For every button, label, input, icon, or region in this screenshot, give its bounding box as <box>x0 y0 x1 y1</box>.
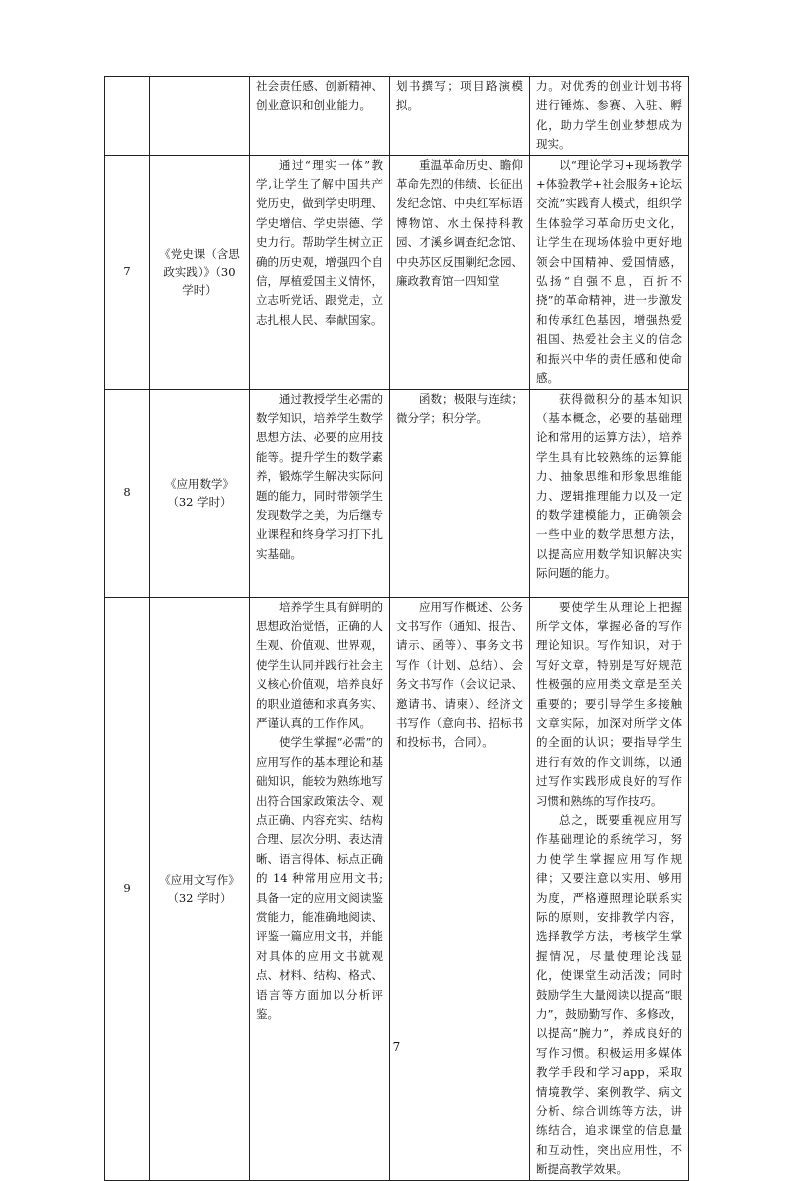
requirements-text: 以“理论学习+现场教学+体验教学+社会服务+论坛交流”实践育人模式，组织学生体验学习革命历史文化，让学生在现场体验中更好地领会中国精神、爱国情感，弘扬“自强不息，百折不挠”的革命精神，进一步激发和传承红色基因，增强热爱祖国、热爱社会主义的信念和振兴中华的责任感和使命感。 <box>536 157 682 386</box>
content-text: 应用写作概述、公务文书写作（通知、报告、请示、函等）、事务文书写作（计划、总结）、会务文书写作（会议记录、邀请书、请柬）、经济文书写作（意向书、招标书和投标书，合同）。 <box>396 599 523 750</box>
row-index: 7 <box>123 264 131 279</box>
objectives-text: 通过“理实一体”教学,让学生了解中国共产党历史，做到学史明理、学史增信、学史崇德、学史力行。帮助学生树立正确的历史观，增强四个自信，厚植爱国主义情怀，立志听党话、跟党走，立志扎根人民、奉献国家。 <box>256 157 383 327</box>
course-cell <box>150 77 250 156</box>
requirements-cell <box>530 77 689 156</box>
course-cell <box>150 389 250 597</box>
curriculum-table <box>104 76 689 1181</box>
requirements-cell <box>530 389 689 597</box>
row-index-cell <box>105 155 150 389</box>
content-cell <box>390 389 530 597</box>
requirements-cell <box>530 597 689 1180</box>
objectives-text: 通过教授学生必需的数学知识，培养学生数学思想方法、必要的应用技能等。提升学生的数学素养，锻炼学生解决实际问题的能力，同时带领学生发现数学之美，为后继专业课程和终身学习打下扎实基础。 <box>256 391 383 561</box>
objectives-cell <box>250 77 390 156</box>
requirements-text: 力。对优秀的创业计划书将进行锤炼、参赛、入驻、孵化，助力学生创业梦想成为现实。 <box>536 79 682 152</box>
table-row <box>105 597 689 1180</box>
objectives-cell <box>250 155 390 389</box>
content-text: 函数；极限与连续；微分学；积分学。 <box>396 391 523 425</box>
content-text: 重温革命历史、瞻仰革命先烈的伟绩、长征出发纪念馆、中央红军标语博物馆、水土保持科教园、才溪乡调查纪念馆、中央苏区反围剿纪念园、廉政教育馆一四知堂 <box>396 157 523 289</box>
row-index-cell <box>105 77 150 156</box>
objectives-text: 使学生掌握“必需”的应用写作的基本理论和基础知识，能较为熟练地写出符合国家政策法令、观点正确、内容充实、结构合理、层次分明、表达清晰、语言得体、标点正确的 14 种常用应用文书;具备一定的应用文阅读鉴赏能力，能准确地阅读、评鉴一篇应用文书，并能对具体的应用文书就观点、材料、结构、格式、语言等方面加以分析评鉴。 <box>256 735 383 1022</box>
course-name: 《党史课（含思政实践）》（30 <box>159 247 240 280</box>
content-cell <box>390 77 530 156</box>
objectives-text: 社会责任感、创新精神、创业意识和创业能力。 <box>256 79 383 113</box>
table-row <box>105 77 689 156</box>
row-index: 9 <box>123 880 131 895</box>
course-hours: （32 学时） <box>167 495 232 509</box>
course-hours: 学时） <box>182 283 217 298</box>
requirements-text: 获得微积分的基本知识（基本概念，必要的基础理论和常用的运算方法），培养学生具有比较熟练的运算能力、抽象思维和形象思维能力、逻辑推理能力以及一定的数学建模能力，正确领会一些中业的数学思想方法，以提高应用数学知识解决实际问题的能力。 <box>536 391 682 581</box>
objectives-cell <box>250 597 390 1180</box>
table-row <box>105 389 689 597</box>
content-text: 划书撰写；项目路演模拟。 <box>396 79 523 113</box>
course-name: 《应用文写作》 <box>159 872 240 887</box>
course-name: 《应用数学》 <box>165 477 234 491</box>
objectives-text: 培养学生具有鲜明的思想政治觉悟，正确的人生观、价值观、世界观，使学生认同并践行社会主义核心价值观，培养良好的职业道德和求真务实、严谨认真的工作作风。 <box>256 599 383 730</box>
table-row <box>105 155 689 389</box>
course-hours: （32 学时） <box>167 890 232 905</box>
row-index: 8 <box>123 485 131 500</box>
objectives-cell <box>250 389 390 597</box>
course-cell <box>150 597 250 1180</box>
requirements-cell <box>530 155 689 389</box>
page-number: 7 <box>392 1040 401 1054</box>
course-cell <box>150 155 250 389</box>
row-index-cell <box>105 389 150 597</box>
requirements-text: 总之，既要重视应用写作基础理论的系统学习，努力使学生掌握应用写作规律；又要注意以实用、够用为度，严格遵照理论联系实际的原则，安排教学内容，选择教学方法，考核学生掌握情况，尽量使理论浅显化，使课堂生动活泼；同时鼓励学生大量阅读以提高“眼力”，鼓励勤写作、多修改，以提高“腕力”，养成良好的写作习惯。积极运用多媒体教学手段和学习app，采取情境教学、案例教学、病文分析、综合训练等方法，讲练结合，追求课堂的信息量和互动性，突出应用性，不断提高教学效果。 <box>536 812 682 1177</box>
row-index-cell <box>105 597 150 1180</box>
requirements-text: 要使学生从理论上把握所学文体，掌握必备的写作理论知识。写作知识，对于写好文章，特别是写好规范性极强的应用类文章是至关重要的；要引导学生多接触文章实际，加深对所学文体的全面的认识；要指导学生进行有效的作文训练，以通过写作实践形成良好的写作习惯和熟练的写作技巧。 <box>536 599 682 808</box>
content-cell <box>390 155 530 389</box>
content-cell <box>390 597 530 1180</box>
